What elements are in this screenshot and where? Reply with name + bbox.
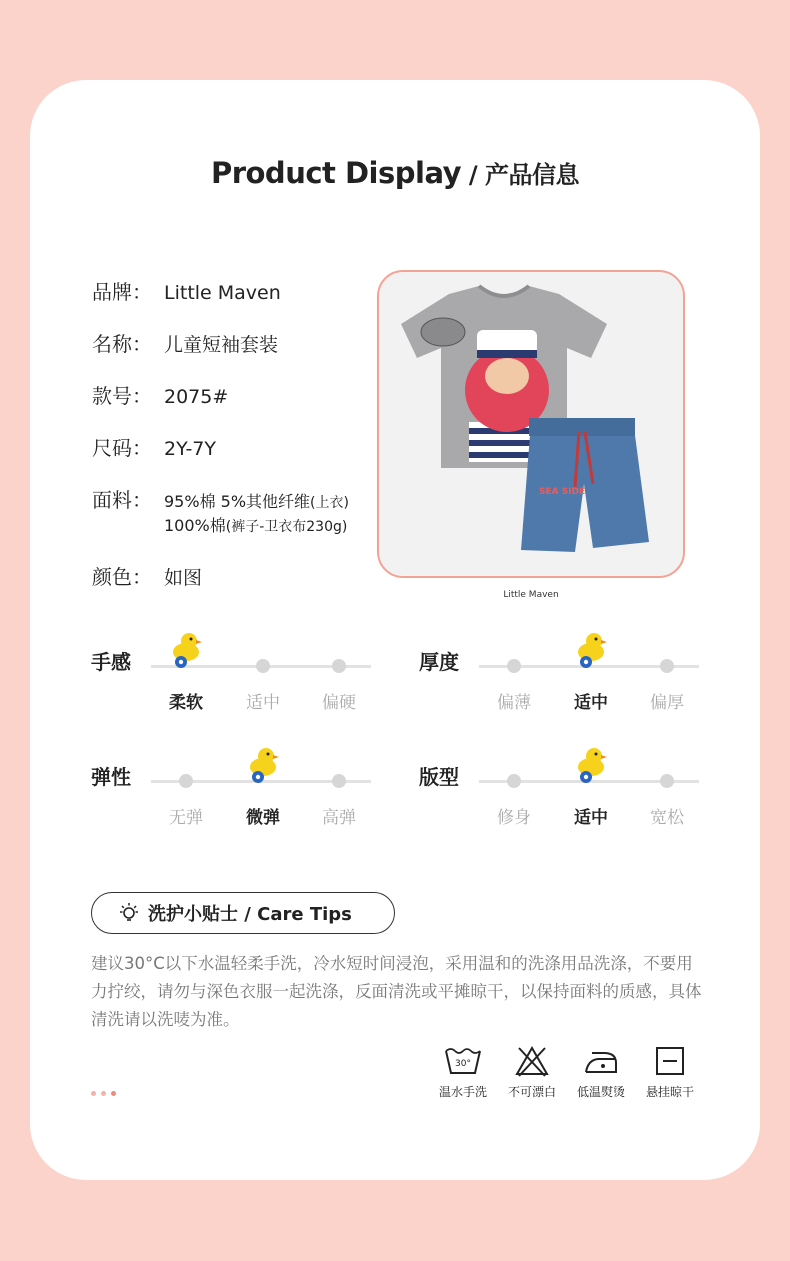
care-label: 悬挂晾干 bbox=[645, 1085, 694, 1099]
title-en: Product Display bbox=[210, 156, 462, 190]
wash-temp: 30° bbox=[455, 1059, 471, 1069]
spec-style-key: 款号： bbox=[92, 384, 152, 408]
scale-option: 微弹 bbox=[246, 808, 280, 828]
spec-fabric-line2 bbox=[164, 513, 347, 536]
hang-dry-icon bbox=[654, 1045, 686, 1077]
spec-brand bbox=[92, 276, 281, 305]
spec-size-value: 2Y-7Y bbox=[164, 438, 216, 460]
scale-option: 适中 bbox=[574, 693, 608, 713]
care-label: 不可漂白 bbox=[507, 1085, 556, 1099]
care-no-bleach bbox=[497, 1045, 567, 1100]
spec-style-value: 2075# bbox=[164, 386, 229, 408]
scale-option: 柔软 bbox=[169, 693, 203, 713]
care-label: 低温熨烫 bbox=[576, 1085, 625, 1099]
spec-brand-value: Little Maven bbox=[164, 282, 281, 304]
scale-dot bbox=[507, 659, 521, 673]
scale-elasticity bbox=[91, 745, 391, 845]
spec-fabric-line2-note: (裤子-卫衣布230g) bbox=[225, 519, 348, 535]
low-iron-icon bbox=[582, 1045, 620, 1077]
scale-option: 偏厚 bbox=[650, 693, 684, 713]
scale-option: 无弹 bbox=[169, 808, 203, 828]
title-cn: 产品信息 bbox=[485, 161, 580, 189]
spec-fabric-line1: 95%棉 5%其他纤维 bbox=[164, 492, 311, 511]
scale-label: 弹性 bbox=[91, 765, 131, 789]
scale-option: 宽松 bbox=[650, 808, 684, 828]
spec-color-value: 如图 bbox=[164, 567, 203, 589]
scale-label: 厚度 bbox=[419, 650, 459, 674]
spec-color-key: 颜色： bbox=[92, 565, 152, 589]
spec-brand-key: 品牌： bbox=[92, 280, 152, 304]
care-tips-pill bbox=[91, 892, 395, 934]
page-title bbox=[0, 155, 790, 190]
scale-option: 修身 bbox=[497, 808, 531, 828]
spec-style bbox=[92, 380, 228, 409]
scale-option: 高弹 bbox=[322, 808, 356, 828]
photo-caption: Little Maven bbox=[503, 590, 559, 600]
care-hang-dry bbox=[635, 1045, 705, 1100]
duck-marker-icon bbox=[169, 630, 203, 670]
scale-dot bbox=[179, 774, 193, 788]
scale-option: 适中 bbox=[574, 808, 608, 828]
scale-dot bbox=[332, 659, 346, 673]
scale-dot bbox=[332, 774, 346, 788]
hand-wash-30-icon bbox=[443, 1045, 483, 1077]
care-low-iron bbox=[566, 1045, 636, 1100]
outfit-illustration bbox=[379, 272, 683, 576]
scale-option: 适中 bbox=[246, 693, 280, 713]
scale-fit bbox=[419, 745, 719, 845]
care-hand-wash bbox=[428, 1045, 498, 1100]
spec-fabric-line2-value: 100%棉 bbox=[164, 516, 226, 535]
spec-size bbox=[92, 432, 216, 461]
no-bleach-icon bbox=[514, 1045, 550, 1077]
duck-marker-icon bbox=[574, 630, 608, 670]
scale-dot bbox=[660, 774, 674, 788]
duck-marker-icon bbox=[246, 745, 280, 785]
care-tips-title: 洗护小贴士 / Care Tips bbox=[148, 904, 352, 925]
spec-color bbox=[92, 561, 202, 590]
care-tips-text: 建议30°C以下水温轻柔手洗，冷水短时间浸泡，采用温和的洗涤用品洗涤，不要用力拧绞，请勿与深色衣服一起洗涤，反面清洗或平摊晾干，以保持面料的质感，具体清洗请以洗唛为准。 bbox=[91, 954, 702, 1029]
spec-fabric bbox=[92, 484, 349, 513]
scale-label: 手感 bbox=[91, 650, 131, 674]
scale-hand-feel bbox=[91, 630, 391, 730]
shorts-print: SEA SIDE bbox=[539, 487, 586, 497]
scale-thickness bbox=[419, 630, 719, 730]
spec-fabric-line1-note: (上衣) bbox=[310, 495, 349, 511]
spec-name-key: 名称： bbox=[92, 332, 152, 356]
scale-dot bbox=[256, 659, 270, 673]
spec-fabric-key: 面料： bbox=[92, 488, 152, 512]
scale-dot bbox=[507, 774, 521, 788]
scale-option: 偏硬 bbox=[322, 693, 356, 713]
pagination-dots bbox=[91, 1091, 116, 1096]
scale-dot bbox=[660, 659, 674, 673]
care-label: 温水手洗 bbox=[438, 1085, 487, 1099]
product-photo bbox=[377, 270, 685, 578]
duck-marker-icon bbox=[574, 745, 608, 785]
scale-label: 版型 bbox=[419, 765, 459, 789]
spec-name-value: 儿童短袖套装 bbox=[164, 334, 279, 356]
title-sep: / bbox=[461, 161, 486, 189]
spec-name bbox=[92, 328, 278, 357]
spec-size-key: 尺码： bbox=[92, 436, 152, 460]
scale-option: 偏薄 bbox=[497, 693, 531, 713]
lightbulb-icon bbox=[118, 902, 140, 924]
